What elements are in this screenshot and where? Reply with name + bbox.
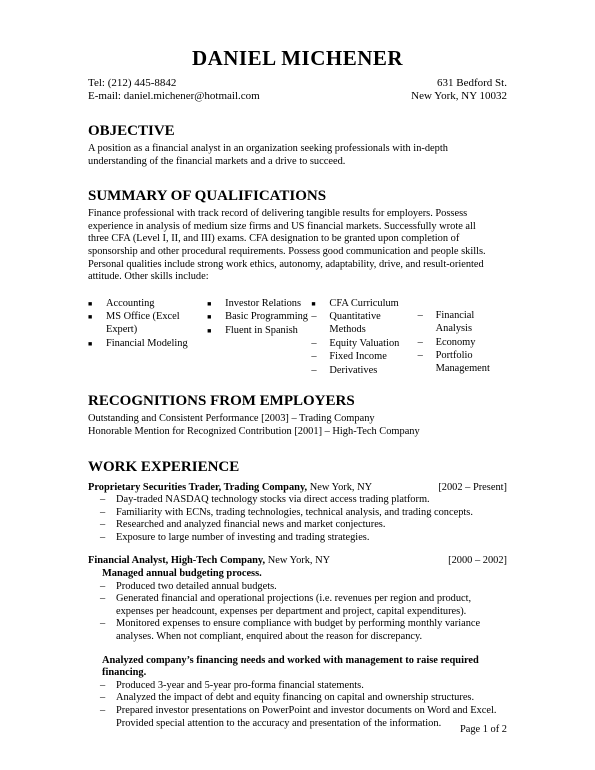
page-number: Page 1 of 2	[459, 724, 507, 735]
list-item: – Produced 3-year and 5-year pro-forma financial statements.	[88, 680, 507, 693]
job-2-bullets-1	[88, 581, 507, 644]
skills-column-4	[418, 310, 507, 378]
list-item: – Generated financial and operational projections (i.e. revenues per region and product, expenses per headcount, expenses per department and project, capital expenditures).	[88, 593, 507, 618]
list-item: – Researched and analyzed financial news and market conjectures.	[88, 519, 507, 532]
skill-subitem: – Financial Analysis	[418, 310, 507, 335]
job-2-subheading-2: Analyzed company’s financing needs and worked with management to raise required financing.	[102, 654, 479, 679]
skill-item: ■ Financial Modeling	[88, 338, 207, 351]
objective-line: understanding of the financial markets and a drive to succeed.	[88, 155, 346, 167]
list-item: – Exposure to large number of investing and trading strategies.	[88, 532, 507, 545]
job-2-bullets-2	[88, 680, 507, 730]
job-1-dates: [2002 – Present]	[438, 481, 507, 493]
job-2-subheading-1: Managed annual budgeting process.	[102, 568, 262, 580]
contact-left	[88, 77, 260, 103]
skills-column-2	[207, 298, 311, 379]
list-item: – Prepared investor presentations on PowerPoint and investor documents on Word and Excel. Provided special attention to the accuracy and presentation of the information.	[88, 705, 507, 730]
recognitions-text	[88, 413, 507, 438]
skill-subitem: – Portfolio Management	[418, 350, 507, 375]
skill-subitem: – Equity Valuation	[311, 338, 417, 351]
summary-line: Finance professional with track record of delivering tangible results for employers. Possess	[88, 208, 468, 220]
summary-text	[88, 208, 507, 284]
list-item: – Analyzed the impact of debt and equity financing on capital and ownership structures.	[88, 692, 507, 705]
skill-subitem: – Derivatives	[311, 365, 417, 378]
job-1-bullets	[88, 494, 507, 544]
recognition-line: Honorable Mention for Recognized Contribution [2001] – High-Tech Company	[88, 425, 420, 437]
list-item: – Produced two detailed annual budgets.	[88, 581, 507, 594]
candidate-name: DANIEL MICHENER	[191, 46, 404, 70]
phone: Tel: (212) 445-8842	[88, 77, 177, 89]
job-1-heading	[88, 482, 372, 495]
job-2-header	[88, 555, 507, 568]
job-2-title: Financial Analyst, High-Tech Company,	[88, 555, 266, 567]
work-title: WORK EXPERIENCE	[88, 458, 240, 475]
job-1-header	[88, 482, 507, 495]
list-item: – Day-traded NASDAQ technology stocks via direct access trading platform.	[88, 494, 507, 507]
skills-column-1	[88, 298, 207, 379]
job-2-heading	[88, 555, 330, 568]
skill-subitem: – Economy	[418, 337, 507, 350]
contact-right	[411, 77, 507, 103]
skill-item: ■ MS Office (Excel Expert)	[88, 311, 207, 336]
summary-line: sponsorship and other procedural requirements. Possess good communication and people skills.	[88, 245, 486, 257]
summary-title: SUMMARY OF QUALIFICATIONS	[88, 188, 327, 205]
objective-title: OBJECTIVE	[88, 123, 175, 139]
recognitions-title: RECOGNITIONS FROM EMPLOYERS	[88, 393, 355, 410]
summary-line: three CFA (Level I, II, and III) exams. CFA designation to be granted upon completion of	[88, 233, 460, 245]
summary-line: attitude. Other skills include:	[88, 271, 209, 283]
job-1-location: New York, NY	[307, 481, 373, 493]
skill-item-cfa: ■ CFA Curriculum	[311, 298, 417, 311]
list-item: – Familiarity with ECNs, trading technologies, technical analysis, and trading concepts.	[88, 507, 507, 520]
skills-column-3	[311, 298, 417, 379]
address-city: New York, NY 10032	[411, 90, 507, 102]
skill-item: ■ Fluent in Spanish	[207, 325, 311, 338]
job-1-title: Proprietary Securities Trader, Trading Company,	[88, 481, 308, 493]
skill-item: ■ Investor Relations	[207, 298, 311, 311]
skill-subitem: – Quantitative Methods	[311, 311, 417, 336]
contact-block	[88, 77, 507, 103]
skill-item: ■ Accounting	[88, 298, 207, 311]
address-street: 631 Bedford St.	[437, 77, 507, 89]
skills-list	[88, 298, 507, 379]
skill-item: ■ Basic Programming	[207, 311, 311, 324]
objective-line: A position as a financial analyst in an organization seeking professionals with in-depth	[88, 143, 448, 154]
summary-line: experience in analysis of medium size firms and US financial markets. Successfully wrote all	[88, 220, 476, 232]
job-2-location: New York, NY	[265, 555, 331, 567]
recognition-line: Outstanding and Consistent Performance [2003] – Trading Company	[88, 413, 375, 425]
summary-line: Personal qualities include strong work ethics, autonomy, adaptability, drive, and result-oriented	[88, 258, 484, 270]
email: E-mail: daniel.michener@hotmail.com	[88, 90, 260, 102]
list-item: – Monitored expenses to ensure compliance with budget by performing monthly variance analyses. When not compliant, enquired about the reason for discrepancy.	[88, 618, 507, 643]
objective-text	[88, 143, 507, 168]
job-2-dates: [2000 – 2002]	[448, 555, 507, 567]
skill-subitem: – Fixed Income	[311, 351, 417, 364]
